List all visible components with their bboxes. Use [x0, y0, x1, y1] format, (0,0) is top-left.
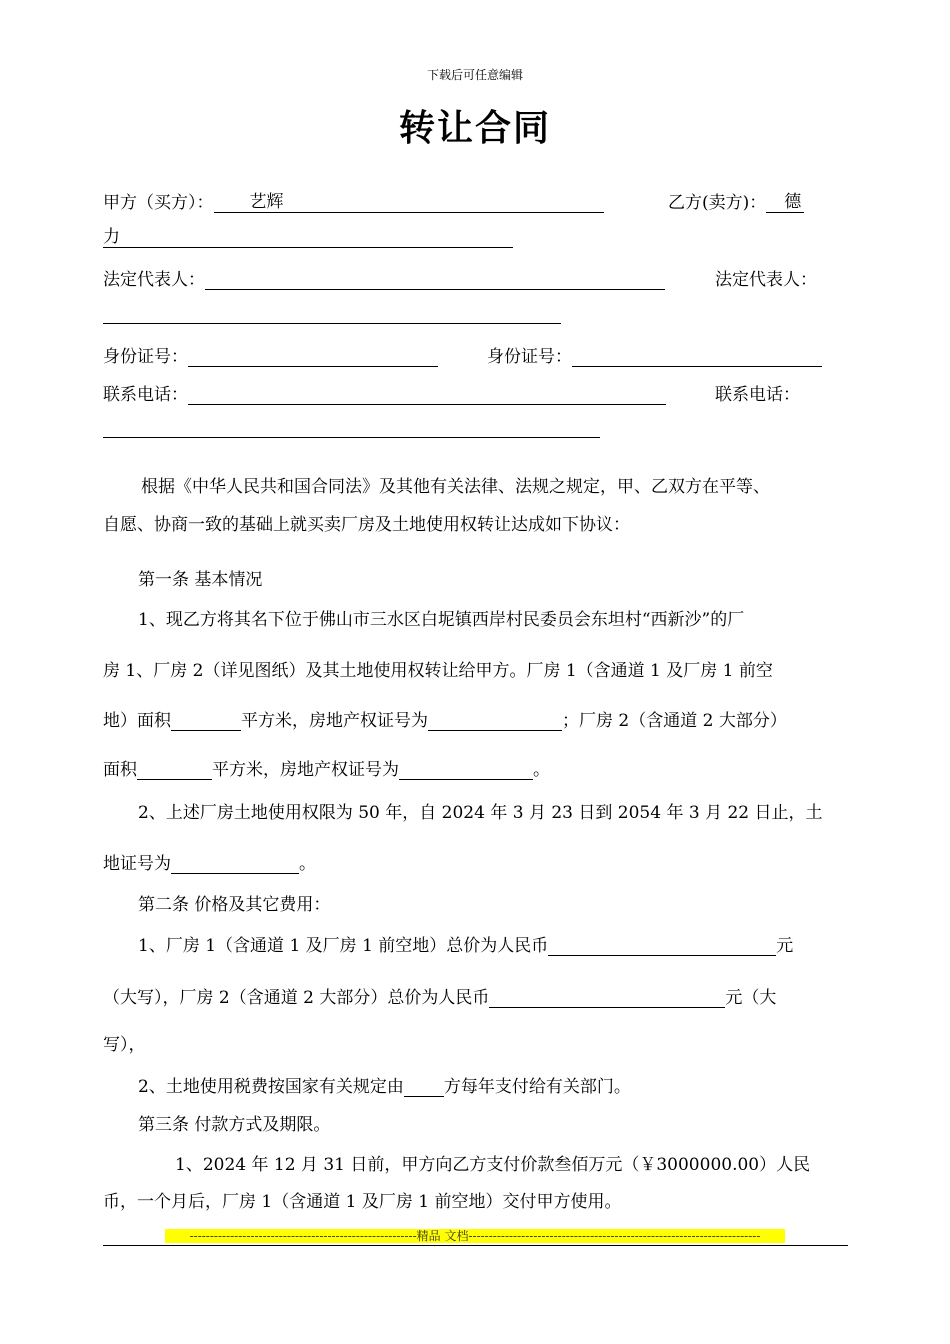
party-b-name-continued [103, 227, 513, 248]
party-a-line [103, 188, 604, 213]
party-a-rep-label: 法定代表人： [103, 270, 205, 290]
article-2-heading: 第二条 价格及其它费用： [138, 895, 331, 915]
area-1-blank [171, 710, 241, 731]
party-b-phone-blank [103, 417, 600, 438]
article-3-heading: 第三条 付款方式及期限。 [138, 1115, 331, 1135]
party-b-line [668, 188, 804, 213]
cert-1-blank [428, 710, 562, 731]
article-3-p1-line1: 1、2024 年 12 月 31 日前，甲方向乙方支付价款叁佰万元（￥3000000.00）人民 [175, 1155, 811, 1175]
tax-label: 2、土地使用税费按国家有关规定由 [138, 1077, 404, 1097]
price-2-label: （大写），厂房 2（含通道 2 大部分）总价为人民币 [103, 988, 490, 1008]
land-cert-label: 地证号为 [103, 854, 171, 874]
intro-line-2: 自愿、协商一致的基础上就买卖厂房及土地使用权转让达成如下协议： [103, 515, 630, 535]
period-2: 。 [299, 854, 316, 874]
party-a-phone-label: 联系电话： [103, 385, 188, 405]
footer-banner: --------------------------------------------------------精品 文档------------------------------------------------------------------------ [165, 1229, 785, 1243]
tax-tail: 方每年支付给有关部门。 [443, 1077, 631, 1097]
article-1-p2-line2 [103, 849, 316, 874]
article-1-p1-line2: 房 1、厂房 2（详见图纸）及其土地使用权转让给甲方。厂房 1（含通道 1 及厂房 1 前空 [103, 661, 773, 681]
article-3-p1-line2: 币，一个月后，厂房 1（含通道 1 及厂房 1 前空地）交付甲方使用。 [103, 1192, 622, 1212]
article-1-p1-line3 [103, 706, 787, 731]
footer-rule [103, 1245, 848, 1246]
plant-2-intro: ；厂房 2（含通道 2 大部分） [562, 711, 787, 731]
land-cert-blank [171, 853, 299, 874]
article-2-p1-line1 [138, 931, 793, 956]
article-2-p1-line2 [103, 983, 776, 1008]
cert-1-label: 平方米，房地产权证号为 [241, 711, 428, 731]
party-b-name-part1: 德 [766, 192, 804, 213]
party-b-id-label: 身份证号： [487, 347, 572, 367]
party-b-phone-label: 联系电话： [715, 385, 800, 405]
price-2-blank [489, 987, 725, 1008]
party-b-name-part2: 力 [103, 227, 513, 248]
article-1-heading: 第一条 基本情况 [138, 570, 263, 590]
article-2-p1-line3: 写）， [103, 1035, 146, 1055]
cert-2-blank [399, 759, 533, 780]
party-b-id-blank [572, 346, 822, 367]
area-1-label: 地）面积 [103, 711, 171, 731]
party-b-rep-label: 法定代表人： [715, 270, 817, 290]
party-a-name: 艺辉 [214, 192, 604, 213]
price-1-label: 1、厂房 1（含通道 1 及厂房 1 前空地）总价为人民币 [138, 936, 549, 956]
period-1: 。 [533, 760, 550, 780]
area-2-blank [137, 759, 212, 780]
article-1-p1-line4 [103, 755, 550, 780]
article-2-p2 [138, 1072, 631, 1097]
price-2-unit: 元（大 [725, 988, 777, 1008]
price-1-unit: 元 [776, 936, 794, 956]
party-a-id-blank [188, 346, 438, 367]
area-2-label: 面积 [103, 760, 137, 780]
tax-party-blank [404, 1076, 444, 1097]
intro-line-1: 根据《中华人民共和国合同法》及其他有关法律、法规之规定，甲、乙双方在平等、 [141, 477, 770, 497]
party-b-label: 乙方(卖方)： [668, 193, 767, 213]
party-b-id-line [487, 342, 822, 367]
party-a-phone-line [103, 380, 666, 405]
party-a-id-label: 身份证号： [103, 347, 188, 367]
party-b-rep-blank [103, 303, 561, 324]
document-title: 转让合同 [398, 108, 551, 149]
header-note: 下载后可任意编辑 [426, 68, 523, 82]
article-1-p1-line1: 1、现乙方将其名下位于佛山市三水区白坭镇西岸村民委员会东坦村“西新沙”的厂 [138, 610, 745, 630]
party-a-rep-line [103, 265, 665, 290]
party-a-rep-blank [205, 269, 665, 290]
article-1-p2-line1: 2、上述厂房土地使用权限为 50 年，自 2024 年 3 月 23 日到 2054 年 3 月 22 日止，土 [138, 803, 823, 823]
party-a-id-line [103, 342, 438, 367]
price-1-blank [548, 935, 776, 956]
party-a-phone-blank [188, 384, 666, 405]
party-a-label: 甲方（买方）： [103, 193, 214, 213]
cert-2-label: 平方米，房地产权证号为 [212, 760, 399, 780]
